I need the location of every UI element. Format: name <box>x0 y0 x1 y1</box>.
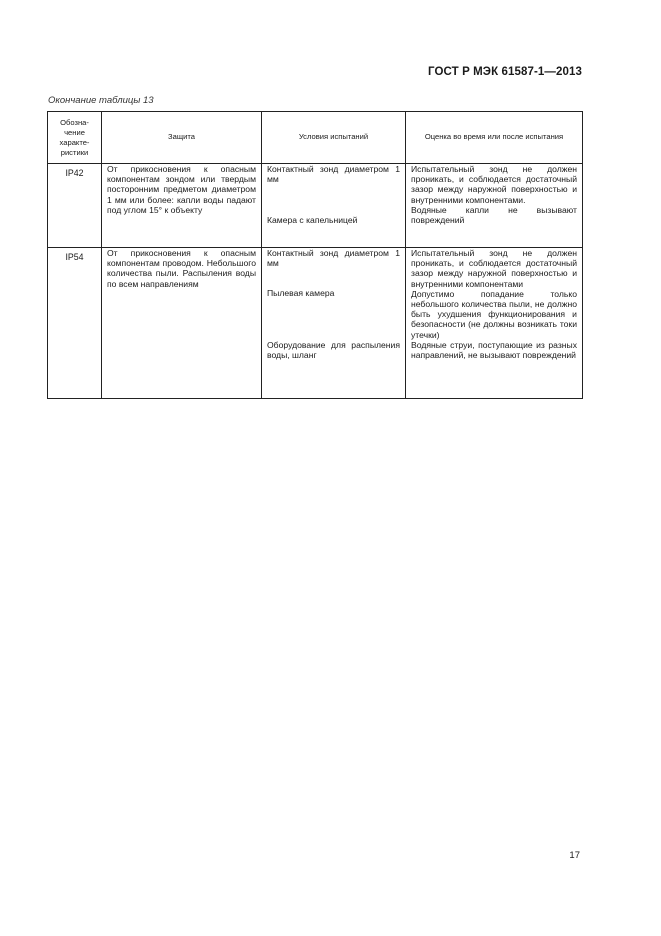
row-code: IP54 <box>48 248 102 399</box>
column-header-code: Обозна- чение характе- ристики <box>48 112 102 164</box>
condition-text: Оборудование для распыления воды, шланг <box>267 339 400 360</box>
protection-text: От прикосновения к опасным компонентам проводом. Небольшого количества пыли. Распыления воды по всем направлениям <box>107 248 256 289</box>
row-evaluation <box>406 248 583 399</box>
row-conditions <box>262 164 406 248</box>
protection-table <box>47 111 583 399</box>
column-header-conditions: Условия испытаний <box>262 112 406 164</box>
evaluation-text: Водяные капли не вызывают повреждений <box>411 204 577 226</box>
evaluation-text: Допустимо попадание только небольшого количества пыли, не должно быть ухудшения функционирования и безопасности (не должны возникать токи утечки) <box>411 288 577 340</box>
row-code: IP42 <box>48 164 102 248</box>
column-header-evaluation: Оценка во время или после испытания <box>406 112 583 164</box>
row-protection <box>102 164 262 248</box>
document-header: ГОСТ Р МЭК 61587-1—2013 <box>428 66 582 78</box>
table-header-row <box>48 112 583 164</box>
protection-text: От прикосновения к опасным компонентам зондом или твердым посторонним предметом диаметром 1 мм или более: капли воды падают под углом 15° к объекту <box>107 164 256 215</box>
table-row <box>48 164 583 248</box>
row-conditions <box>262 248 406 399</box>
evaluation-text: Водяные струи, поступающие из разных направлений, не вызывают повреждений <box>411 339 577 361</box>
condition-text: Контактный зонд диаметром 1 мм <box>267 164 400 185</box>
condition-text: Контактный зонд диаметром 1 мм <box>267 248 400 269</box>
row-protection <box>102 248 262 399</box>
row-evaluation <box>406 164 583 248</box>
condition-text: Пылевая камера <box>267 288 335 299</box>
evaluation-text: Испытательный зонд не должен проникать, и соблюдается достаточный зазор между наружной поверхностью и внутренними компонентами. <box>411 164 577 205</box>
evaluation-text: Испытательный зонд не должен проникать, и соблюдается достаточный зазор между наружной поверхностью и внутренними компонентами <box>411 248 577 289</box>
condition-text: Камера с капельницей <box>267 215 358 226</box>
column-header-protection: Защита <box>102 112 262 164</box>
page-number: 17 <box>569 850 580 861</box>
table-row <box>48 248 583 399</box>
table-caption: Окончание таблицы 13 <box>48 95 154 106</box>
